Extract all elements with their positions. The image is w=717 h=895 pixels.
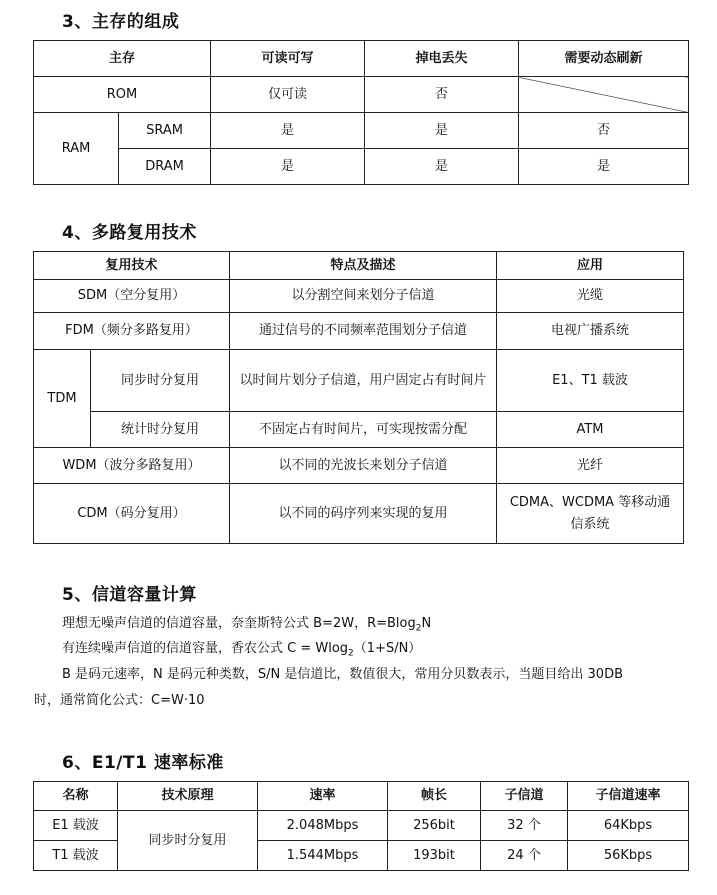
rom-rw: 仅可读 (211, 77, 365, 113)
header-power-loss: 掉电丢失 (365, 41, 519, 77)
wdm-app: 光纤 (497, 448, 684, 484)
rom-loss: 否 (365, 77, 519, 113)
multiplexing-table (33, 251, 684, 544)
fdm-app: 电视广播系统 (497, 313, 684, 350)
dram-refresh: 是 (519, 149, 689, 185)
fdm-name: FDM（频分多路复用） (34, 313, 230, 350)
explanation-line: B 是码元速率，N 是码元种类数，S/N 是信道比，数值很大，常用分贝数表示，当题目给出 30DB (62, 667, 624, 682)
nyquist-line: 理想无噪声信道的信道容量，奈奎斯特公式 B=2W，R=Blog$_2$N (62, 616, 432, 634)
section-5-title: 5、信道容量计算 (62, 585, 197, 605)
header-readable-writable: 可读可写 (211, 41, 365, 77)
t1-subrate: 56Kbps (568, 841, 689, 871)
tdm-stat-name: 统计时分复用 (91, 412, 230, 448)
tdm-stat-app: ATM (497, 412, 684, 448)
sdm-app: 光缆 (497, 280, 684, 313)
e1-frame: 256bit (388, 811, 481, 841)
wdm-name: WDM（波分多路复用） (34, 448, 230, 484)
sram-loss: 是 (365, 113, 519, 149)
fdm-desc: 通过信号的不同频率范围划分子信道 (230, 313, 497, 350)
sram-label: SRAM (119, 113, 211, 149)
tdm-sync-name: 同步时分复用 (91, 350, 230, 412)
header-subchannel: 子信道 (481, 782, 568, 811)
t1-frame: 193bit (388, 841, 481, 871)
header-dynamic-refresh: 需要动态刷新 (519, 41, 689, 77)
e1-subrate: 64Kbps (568, 811, 689, 841)
wdm-desc: 以不同的光波长来划分子信道 (230, 448, 497, 484)
t1-sub: 24 个 (481, 841, 568, 871)
t1-name: T1 载波 (34, 841, 118, 871)
main-memory-table (33, 40, 689, 185)
section-4-title: 4、多路复用技术 (62, 223, 197, 243)
tdm-stat-desc: 不固定占有时间片，可实现按需分配 (230, 412, 497, 448)
dram-label: DRAM (119, 149, 211, 185)
sdm-name: SDM（空分复用） (34, 280, 230, 313)
header-main-memory: 主存 (34, 41, 211, 77)
section-6-title: 6、E1/T1 速率标准 (62, 753, 224, 773)
header-principle: 技术原理 (118, 782, 258, 811)
e1-sub: 32 个 (481, 811, 568, 841)
tdm-sync-desc: 以时间片划分子信道，用户固定占有时间片 (230, 350, 497, 412)
header-app: 应用 (497, 252, 684, 280)
section-3-title: 3、主存的组成 (62, 12, 180, 32)
e1-rate: 2.048Mbps (258, 811, 388, 841)
dram-loss: 是 (365, 149, 519, 185)
header-frame: 帧长 (388, 782, 481, 811)
header-desc: 特点及描述 (230, 252, 497, 280)
header-tech: 复用技术 (34, 252, 230, 280)
header-subchannel-rate: 子信道速率 (568, 782, 689, 811)
header-rate: 速率 (258, 782, 388, 811)
rom-refresh-na (519, 77, 689, 113)
dram-rw: 是 (211, 149, 365, 185)
ram-label: RAM (34, 113, 119, 185)
shannon-line: 有连续噪声信道的信道容量，香农公式 C = Wlog$_2$（1+S/N） (62, 641, 422, 659)
cdm-app: CDMA、WCDMA 等移动通信系统 (497, 484, 684, 544)
rom-label: ROM (34, 77, 211, 113)
simplified-formula-line: 时，通常简化公式：C=W·10 (34, 693, 205, 708)
cdm-name: CDM（码分复用） (34, 484, 230, 544)
t1-rate: 1.544Mbps (258, 841, 388, 871)
sram-rw: 是 (211, 113, 365, 149)
sdm-desc: 以分割空间来划分子信道 (230, 280, 497, 313)
cdm-desc: 以不同的码序列来实现的复用 (230, 484, 497, 544)
e1-t1-table (33, 781, 689, 871)
principle-cell: 同步时分复用 (118, 811, 258, 871)
sram-refresh: 否 (519, 113, 689, 149)
e1-name: E1 载波 (34, 811, 118, 841)
header-name: 名称 (34, 782, 118, 811)
tdm-sync-app: E1、T1 载波 (497, 350, 684, 412)
tdm-label: TDM (34, 350, 91, 448)
